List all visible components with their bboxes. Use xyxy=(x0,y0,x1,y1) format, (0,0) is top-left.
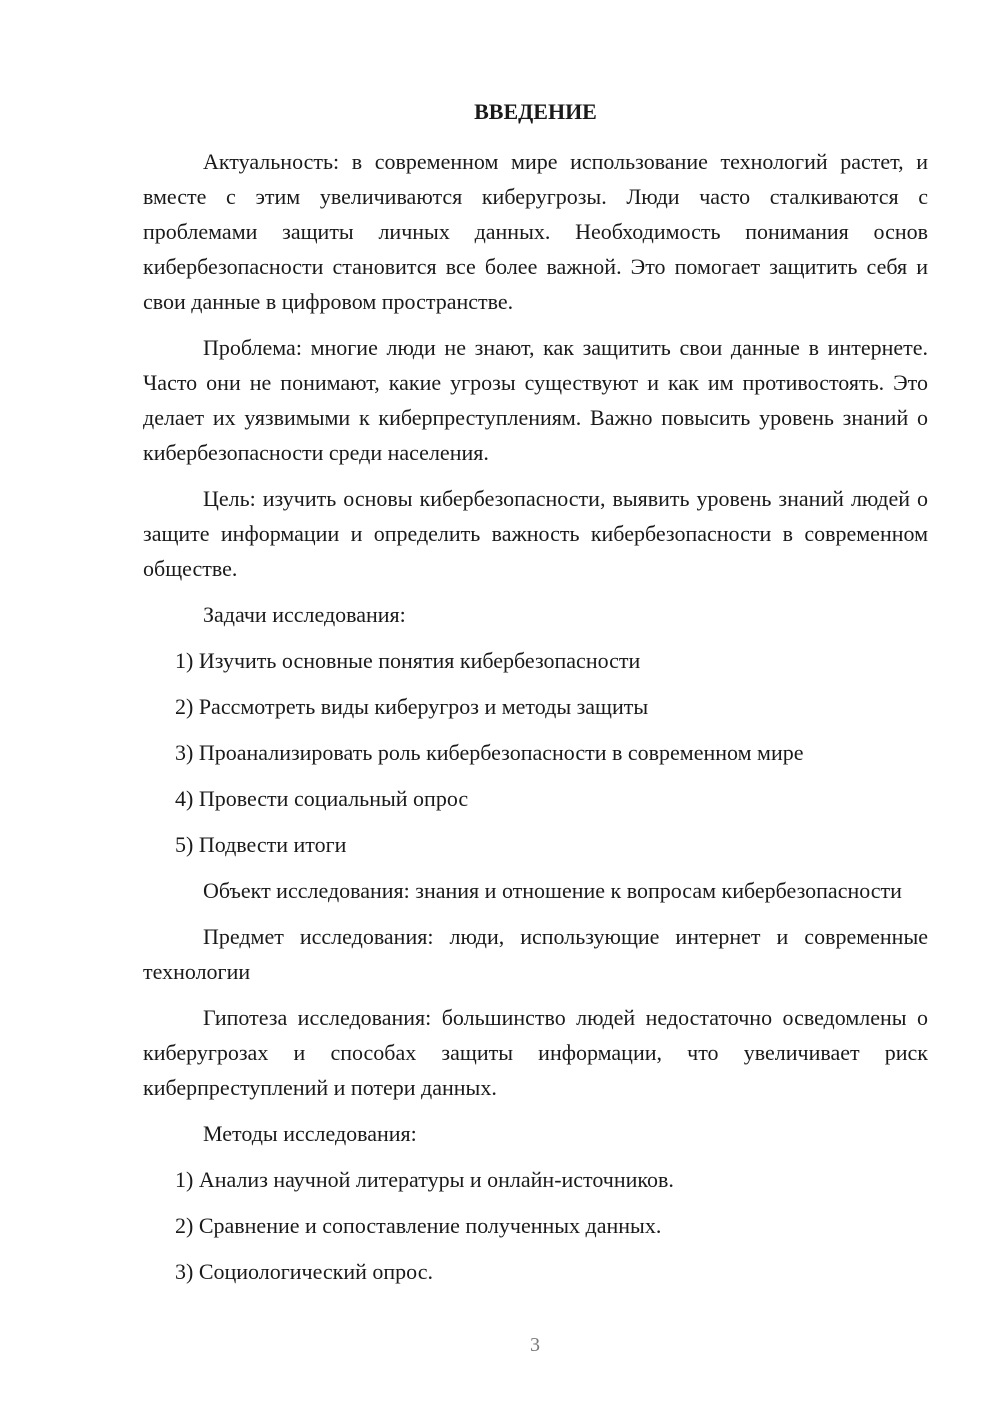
tasks-list xyxy=(143,643,928,862)
problem-paragraph: Проблема: многие люди не знают, как защитить свои данные в интернете. Часто они не понимают, какие угрозы существуют и как им противостоять. Это делает их уязвимыми к киберпреступлениям. Важно повысить уровень знаний о кибербезопасности среди населения. xyxy=(143,335,928,465)
method-item: 2) Сравнение и сопоставление полученных данных. xyxy=(175,1213,662,1238)
subject-paragraph: Предмет исследования: люди, использующие интернет и современные технологии xyxy=(143,924,928,984)
task-item: 4) Провести социальный опрос xyxy=(175,786,469,811)
section-title: ВВЕДЕНИЕ xyxy=(474,99,597,124)
method-item: 3) Социологический опрос. xyxy=(175,1259,433,1284)
object-paragraph: Объект исследования: знания и отношение к вопросам кибербезопасности xyxy=(203,878,902,903)
methods-list xyxy=(143,1162,928,1289)
method-item: 1) Анализ научной литературы и онлайн-источников. xyxy=(175,1167,674,1192)
task-item: 5) Подвести итоги xyxy=(175,832,347,857)
task-item: 3) Проанализировать роль кибербезопасности в современном мире xyxy=(175,740,804,765)
methods-heading: Методы исследования: xyxy=(203,1121,417,1146)
page-number: 3 xyxy=(530,1334,540,1356)
task-item: 1) Изучить основные понятия кибербезопасности xyxy=(175,648,641,673)
task-item: 2) Рассмотреть виды киберугроз и методы защиты xyxy=(175,694,649,719)
relevance-paragraph: Актуальность: в современном мире использование технологий растет, и вместе с этим увеличиваются киберугрозы. Люди часто сталкиваются с проблемами защиты личных данных. Необходимость понимания основ кибербезопасности становится все более важной. Это помогает защитить себя и свои данные в цифровом пространстве. xyxy=(143,149,928,314)
hypothesis-paragraph: Гипотеза исследования: большинство людей недостаточно осведомлены о киберугрозах и способах защиты информации, что увеличивает риск киберпреступлений и потери данных. xyxy=(143,1005,928,1100)
tasks-heading: Задачи исследования: xyxy=(203,602,406,627)
document-page xyxy=(143,94,928,1300)
goal-paragraph: Цель: изучить основы кибербезопасности, выявить уровень знаний людей о защите информации и определить важность кибербезопасности в современном обществе. xyxy=(143,486,928,581)
